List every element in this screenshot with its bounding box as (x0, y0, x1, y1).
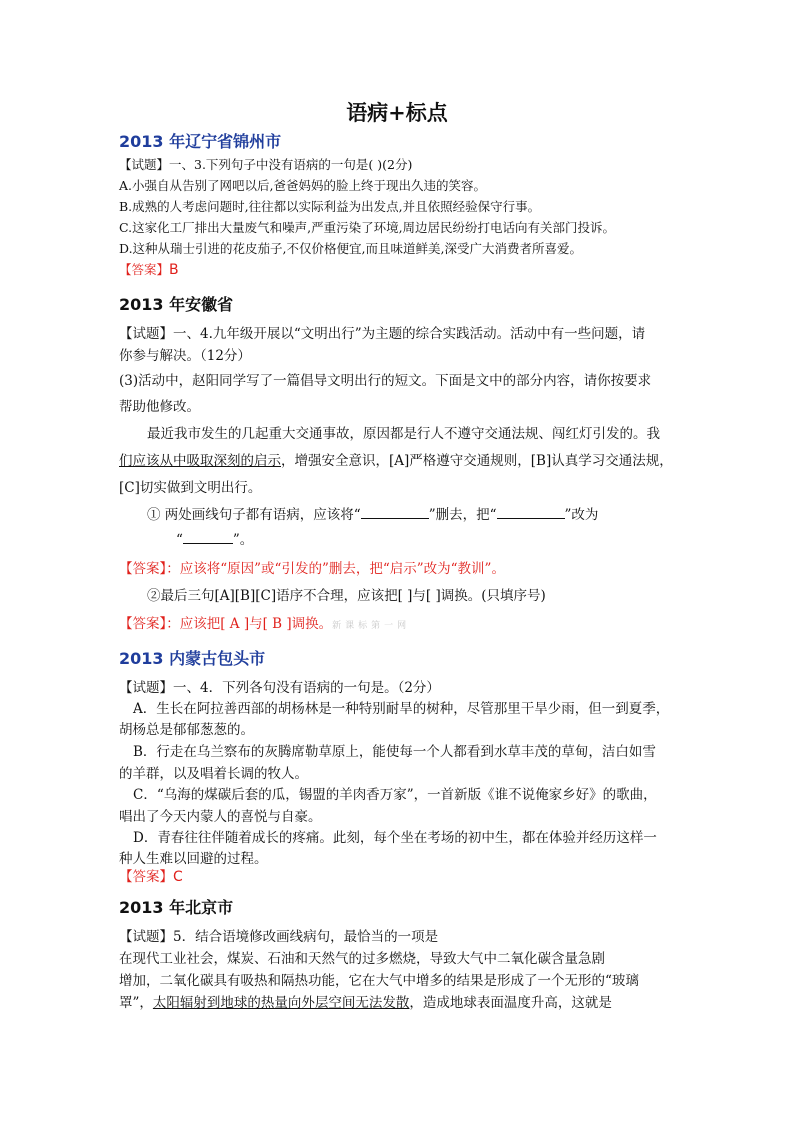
answer-label: 【答案】 (119, 561, 167, 577)
answer-value: B (169, 262, 179, 278)
passage-text: ，造成地球表面温度升高，这就是 (409, 995, 612, 1011)
answer-blank[interactable] (183, 532, 233, 544)
answer-label: 【答案】 (119, 869, 173, 885)
sub-question-text: ”。 (232, 532, 254, 548)
passage-text: 增加，二氧化碳具有吸热和隔热功能，它在大气中增多的结果是形成了一个无形的“玻璃 (119, 973, 639, 989)
passage-text: 罩”， (119, 995, 153, 1011)
passage-line (119, 449, 673, 469)
question-text: 你参与解决。（12分） (119, 348, 251, 364)
answer-row (119, 865, 183, 885)
option-c: C.这家化工厂排出大量废气和噪声,严重污染了环境,周边居民纷纷打电话向有关部门投诉。 (119, 220, 616, 235)
answer-blank[interactable] (361, 507, 429, 519)
option-b: B．行走在乌兰察布的灰腾席勒草原上，能使每一个人都看到水草丰茂的草甸，洁白如雪 (133, 744, 656, 760)
passage-text: 在现代工业社会，煤炭、石油和天然气的过多燃烧，导致大气中二氧化碳含量急剧 (119, 951, 605, 967)
section-heading-baotou: 2013 内蒙古包头市 (119, 649, 266, 668)
sub-question-1-cont (176, 528, 253, 548)
answer-text: ：应该将“原因”或“引发的”删去，把“启示”改为“教训”。 (166, 561, 505, 577)
option-b: B.成熟的人考虑问题时,往往都以实际利益为出发点,并且依照经验保守行事。 (119, 199, 541, 214)
sub-question-text: ① 两处画线句子都有语病，应该将“ (147, 507, 361, 523)
task-text: (3)活动中，赵阳同学写了一篇倡导文明出行的短文。下面是文中的部分内容，请你按要求 (119, 373, 652, 389)
question-text: 【试题】一、4.九年级开展以“文明出行”为主题的综合实践活动。活动中有一些问题，请 (119, 326, 646, 342)
option-a: A.小强自从告别了网吧以后,爸爸妈妈的脸上终于现出久违的笑容。 (119, 178, 486, 193)
option-d-cont: 种人生难以回避的过程。 (119, 851, 268, 867)
option-b-cont: 的羊群，以及唱着长调的牧人。 (119, 766, 308, 782)
question-text: 【试题】一、3.下列句子中没有语病的一句是( )(2分) (119, 157, 413, 172)
answer-text: ：应该把[ A ]与[ B ]调换。 (166, 616, 333, 632)
passage-line (119, 991, 612, 1011)
sub-question-text: ”改为 (564, 507, 599, 523)
passage-line (147, 422, 660, 442)
answer-label: 【答案】 (119, 616, 167, 632)
section-heading-jinzhou: 2013 年辽宁省锦州市 (119, 132, 282, 151)
sub-question-text: ”删去，把“ (428, 507, 497, 523)
passage-text: 最近我市发生的几起重大交通事故，原因都是行人不遵守交通法规、闯红灯引发的。我 (147, 426, 660, 442)
passage-text: ，增强安全意识，[A]严格遵守交通规则，[B]认真学习交通法规， (281, 453, 673, 469)
underlined-sentence: 们应该从中吸取深刻的启示 (119, 453, 281, 469)
question-text: 【试题】5．结合语境修改画线病句，最恰当的一项是 (119, 929, 439, 945)
option-d: D．青春往往伴随着成长的疼痛。此刻，每个坐在考场的初中生，都在体验并经历这样一 (133, 830, 657, 846)
sub-question-2: ②最后三句[A][B][C]语序不合理，应该把[ ]与[ ]调换。(只填序号) (147, 588, 546, 604)
passage-text: [C]切实做到文明出行。 (119, 480, 262, 496)
option-a-cont: 胡杨总是郁郁葱葱的。 (119, 722, 254, 738)
option-a: A．生长在阿拉善西部的胡杨林是一种特别耐旱的树种，尽管那里干旱少雨，但一到夏季， (133, 701, 670, 717)
section-heading-beijing: 2013 年北京市 (119, 898, 234, 917)
underlined-sentence: 太阳辐射到地球的热量向外层空间无法发散 (152, 995, 410, 1011)
page-title: 语病+标点 (346, 100, 448, 125)
answer-blank[interactable] (497, 507, 565, 519)
task-text: 帮助他修改。 (119, 399, 200, 415)
option-d: D.这种从瑞士引进的花皮茄子,不仅价格便宜,而且味道鲜美,深受广大消费者所喜爱。 (119, 241, 582, 256)
option-c: C．“乌海的煤碳后套的瓜，锡盟的羊肉香万家”，一首新版《谁不说俺家乡好》的歌曲， (133, 787, 657, 803)
answer-row (119, 557, 505, 577)
answer-value: C (173, 869, 183, 885)
sub-question-text: “ (176, 532, 183, 548)
sub-question-1 (147, 503, 598, 523)
watermark: 新课标第一网 (332, 621, 411, 631)
answer-row (119, 260, 179, 278)
section-heading-anhui: 2013 年安徽省 (119, 295, 234, 314)
answer-row (119, 612, 410, 632)
answer-label: 【答案】 (119, 262, 170, 277)
option-c-cont: 唱出了今天内蒙人的喜悦与自豪。 (119, 809, 322, 825)
question-text: 【试题】一、4．下列各句没有语病的一句是。（2分） (119, 680, 440, 696)
